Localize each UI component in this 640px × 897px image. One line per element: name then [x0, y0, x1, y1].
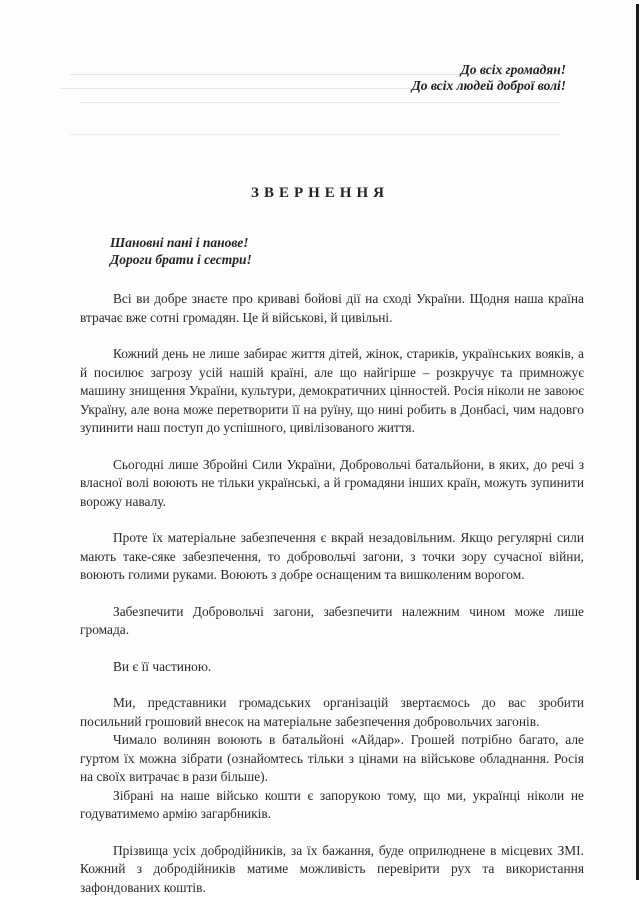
paragraph: Забезпечити Добровольчі загони, забезпечити належним чином може лише громада. [80, 603, 584, 640]
salutation-line: Дороги брати і сестри! [110, 251, 252, 268]
paragraph: Чимало волинян воюють в батальйоні «Айдар». Грошей потрібно багато, але гуртом їх можна зібрати (ознайомтесь тільки з цінами на військове обладнання. Росія на своїх витрачає в рази більше). [80, 731, 584, 787]
bleed-through-line [80, 98, 560, 106]
paragraph: Проте їх матеріальне забезпечення є вкрай незадовільним. Якщо регулярні сили мають таке-сяке забезпечення, то добровольчі загони, з точки зору сучасної війни, воюють голими руками. Воюють з добре оснащеним та вишколеним ворогом. [80, 529, 584, 585]
salutation-block [110, 234, 252, 268]
paragraph: Прізвища усіх добродійників, за їх бажання, буде оприлюднене в місцевих ЗМІ. Кожний з добродійників матиме можливість перевірити рух та використання зафондованих коштів. [80, 842, 584, 897]
address-block [412, 62, 566, 94]
paragraph: Кожний день не лише забирає життя дітей, жінок, стариків, українських вояків, а й посилює загрозу усій нашій країні, але що найгірше – розкручує та примножує машину знищення України, культури, демократичних цінностей. Росія ніколи не завоює Україну, але вона може перетворити її на руїну, що нині робить в Донбасі, чим надовго зупинити наш поступ до успішного, цивілізованого життя. [80, 345, 584, 438]
address-line: До всіх людей доброї волі! [412, 78, 566, 94]
paragraph: Ми, представники громадських організацій звертаємось до вас зробити посильний грошовий внесок на матеріальне забезпечення добровольчих загонів. [80, 694, 584, 731]
address-line: До всіх громадян! [412, 62, 566, 78]
scan-edge-line [636, 4, 639, 880]
paragraph: Ви є її частиною. [80, 658, 584, 677]
paragraph: Сьогодні лише Збройні Сили України, Добровольчі батальйони, в яких, до речі з власної волі воюють не тільки українські, а й громадяни інших країн, можуть зупинити ворожу навалу. [80, 456, 584, 512]
body-text [80, 290, 584, 897]
salutation-line: Шановні пані і панове! [110, 234, 252, 251]
document-title: ЗВЕРНЕННЯ [0, 185, 640, 202]
bleed-through-line [70, 130, 560, 138]
paragraph: Всі ви добре знаєте про криваві бойові дії на сході України. Щодня наша країна втрачає вже сотні громадян. Це й військові, й цивільні. [80, 290, 584, 327]
paragraph: Зібрані на наше військо кошти є запорукою тому, що ми, українці ніколи не годуватимемо армію загарбників. [80, 787, 584, 824]
